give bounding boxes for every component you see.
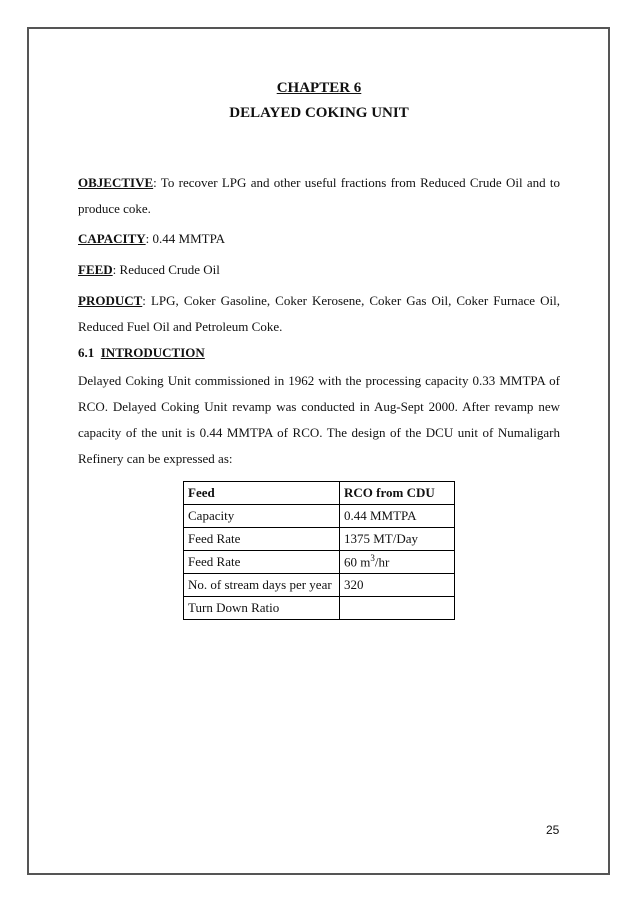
- capacity-paragraph: [78, 226, 560, 252]
- intro-paragraph: Delayed Coking Unit commissioned in 1962 with the processing capacity 0.33 MMTPA of RCO. Delayed Coking Unit revamp was conducted in Aug-Sept 2000. After revamp new capacity of the unit is 0.44 MMTPA of RCO. The design of the DCU unit of Numaligarh Refinery can be expressed as:: [78, 373, 560, 466]
- table-row: [184, 574, 455, 597]
- table-row: [184, 528, 455, 551]
- table-cell: 320: [340, 574, 455, 597]
- table-cell: Feed Rate: [184, 551, 340, 574]
- table-cell: 1375 MT/Day: [340, 528, 455, 551]
- table-row: [184, 597, 455, 620]
- capacity-text: : 0.44 MMTPA: [145, 231, 226, 246]
- objective-paragraph: [78, 170, 560, 222]
- chapter-label: CHAPTER 6: [276, 80, 362, 96]
- table-cell: No. of stream days per year: [184, 574, 340, 597]
- table-row: [184, 505, 455, 528]
- capacity-label: CAPACITY: [78, 231, 146, 246]
- design-table: [183, 481, 455, 620]
- table-cell: Feed Rate: [184, 528, 340, 551]
- section-title: INTRODUCTION: [100, 345, 205, 360]
- table-cell: Capacity: [184, 505, 340, 528]
- objective-text: : To recover LPG and other useful fractions from Reduced Crude Oil and to produce coke.: [78, 175, 560, 216]
- table-cell: Turn Down Ratio: [184, 597, 340, 620]
- page-number: 25: [546, 823, 560, 837]
- product-label: PRODUCT: [78, 293, 143, 308]
- table-row: [184, 551, 455, 574]
- feed-text: : Reduced Crude Oil: [112, 262, 220, 277]
- section-number: 6.1: [78, 345, 95, 360]
- table-header-cell: Feed: [184, 482, 340, 505]
- product-paragraph: [78, 288, 560, 340]
- product-text: : LPG, Coker Gasoline, Coker Kerosene, Coker Gas Oil, Coker Furnace Oil, Reduced Fuel Oil and Petroleum Coke.: [78, 293, 560, 334]
- table-header-row: [184, 482, 455, 505]
- feed-rate-unit: /hr: [374, 554, 390, 570]
- feed-rate-value: 60 m: [344, 554, 371, 570]
- feed-paragraph: [78, 257, 560, 283]
- table-cell: 0.44 MMTPA: [340, 505, 455, 528]
- section-heading: [78, 345, 205, 361]
- superscript: 3: [370, 553, 375, 564]
- table-cell: [340, 551, 455, 574]
- objective-label: OBJECTIVE: [78, 175, 154, 190]
- chapter-title: DELAYED COKING UNIT: [229, 105, 409, 121]
- table-header-cell: RCO from CDU: [340, 482, 455, 505]
- feed-label: FEED: [78, 262, 113, 277]
- table-cell: [340, 597, 455, 620]
